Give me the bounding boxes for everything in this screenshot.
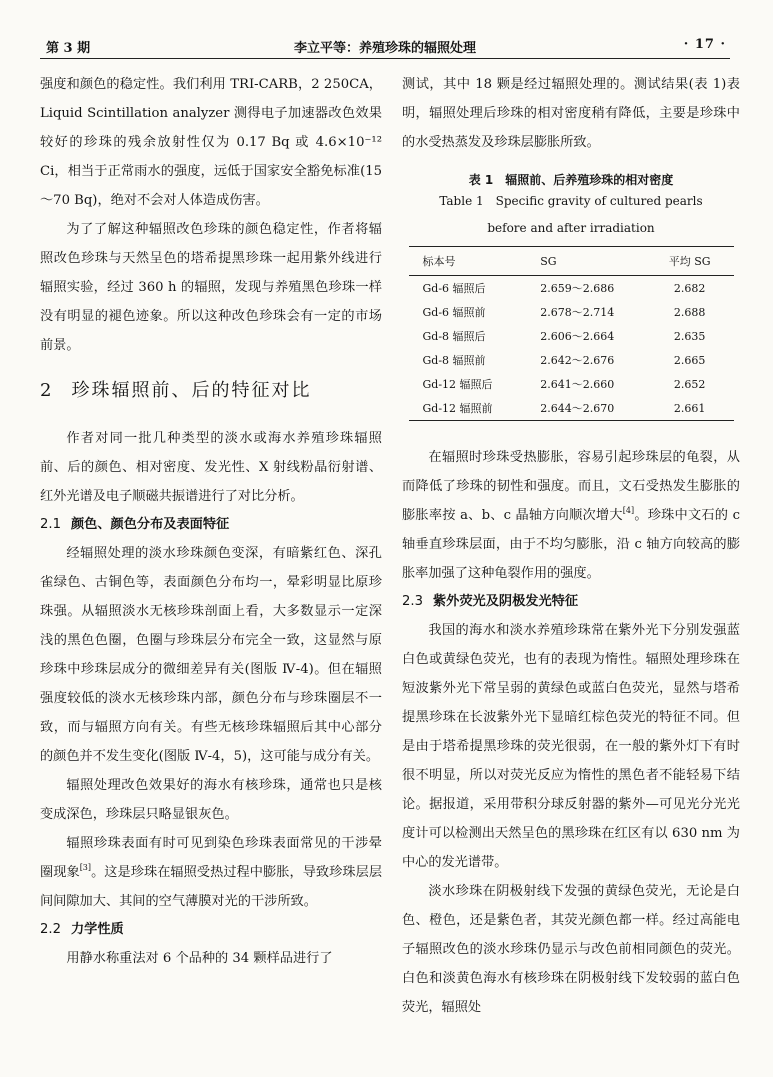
column-header: SG (522, 247, 646, 276)
paragraph: 我国的海水和淡水养殖珍珠常在紫外光下分别发强蓝白色或黄绿色荧光，也有的表现为惰性。辐照处理珍珠在短波紫外光下常呈弱的黄绿色或蓝白色荧光，显然与塔希提黑珍珠在长波紫外光下显暗红棕色荧光的特征不同。但是由于塔希提黑珍珠的荧光很弱，在一般的紫外灯下有时很不明显，所以对荧光反应为惰性的黑色者不能轻易下结论。据报道，采用带积分球反射器的紫外—可见光分光光度计可以检测出天然呈色的黑珍珠在红区有以 630 nm 为中心的发光谱带。 (402, 623, 740, 870)
paragraph: 用静水称重法对 6 个品种的 34 颗样品进行了 (66, 951, 333, 966)
table-cell: 2.606～2.664 (540, 330, 615, 343)
table-row (409, 372, 734, 396)
subsection-title: 颜色、颜色分布及表面特征 (70, 517, 230, 532)
paragraph: 测试，其中 18 颗是经过辐照处理的。测试结果(表 1)表明，辐照处理后珍珠的相对密度稍有降低，主要是珍珠中的水受热蒸发及珍珠层膨胀所致。 (402, 77, 740, 150)
paragraph: 淡水珍珠在阴极射线下发强的黄绿色荧光，无论是白色、橙色，还是紫色者，其荧光颜色都一样。经过高能电子辐照改色的淡水珍珠仍显示与改色前相同颜色的荧光。白色和淡黄色海水有核珍珠在阴极射线下发较弱的蓝白色荧光，辐照处 (402, 884, 740, 1015)
table-cell: Gd-12 辐照前 (409, 396, 523, 421)
column-header: 平均 SG (646, 247, 734, 276)
table-cell: 2.661 (646, 396, 734, 421)
table-cell: 2.659～2.686 (540, 282, 615, 295)
table-cell: 2.641～2.660 (540, 378, 615, 391)
table-cell: 2.665 (673, 353, 706, 367)
running-header (40, 32, 730, 59)
table-cell: 2.688 (673, 305, 706, 319)
running-title: 李立平等：养殖珍珠的辐照处理 (293, 41, 476, 56)
table-cell: Gd-6 辐照前 (422, 306, 486, 319)
paragraph: 为了了解这种辐照改色珍珠的颜色稳定性，作者将辐照改色珍珠与天然呈色的塔希提黑珍珠一起用紫外线进行辐照实验，经过 360 h 的辐照，发现与养殖黑色珍珠一样没有明显的褪色迹象。所以这种改色珍珠会有一定的市场前景。 (40, 222, 382, 353)
table-caption-en-line: Table 1 Specific gravity of cultured pearls (439, 194, 703, 208)
table-cell: Gd-8 辐照前 (422, 354, 486, 367)
table-cell: 2.635 (673, 329, 706, 343)
table-cell: 2.642～2.676 (540, 354, 615, 367)
table-row (409, 276, 734, 301)
table-row (409, 300, 734, 324)
right-column (402, 70, 740, 1022)
paragraph: 辐照处理改色效果好的海水有核珍珠，通常也只是核变成深色，珍珠层只略显银灰色。 (40, 778, 382, 822)
subsection-title: 紫外荧光及阴极发光特征 (432, 594, 579, 609)
subsection-number: 2.1 (40, 517, 61, 532)
table-cell: 2.644～2.670 (522, 396, 646, 421)
table-row (409, 348, 734, 372)
left-column (40, 70, 382, 973)
paragraph: 作者对同一批几种类型的淡水或海水养殖珍珠辐照前、后的颜色、相对密度、发光性、X 射线粉晶衍射谱、红外光谱及电子顺磁共振谱进行了对比分析。 (40, 431, 382, 504)
subsection-heading (402, 588, 740, 616)
section-title: 珍珠辐照前、后的特征对比 (71, 380, 312, 401)
column-header: 标本号 (409, 247, 523, 276)
paragraph: 经辐照处理的淡水珍珠颜色变深，有暗紫红色、深孔雀绿色、古铜色等，表面颜色分布均一，晕彩明显比原珍珠强。从辐照淡水无核珍珠剖面上看，大多数显示一定深浅的黑色色圈，色圈与珍珠层分布完全一致，这显然与原珍珠中珍珠层成分的微细差异有关(图版 Ⅳ-4)。但在辐照强度较低的淡水无核珍珠内部，颜色分布与珍珠圈层不一致，而与辐照方向有关。有些无核珍珠辐照后其中心部分的颜色并不发生变化(图版 Ⅳ-4，5)，这可能与成分有关。 (40, 546, 382, 764)
citation-ref: [4] (622, 506, 635, 515)
table-cell: 2.678～2.714 (540, 306, 615, 319)
paragraph (40, 829, 382, 916)
paragraph-text: 。这是珍珠在辐照受热过程中膨胀，导致珍珠层层间间隙加大、其间的空气薄膜对光的干涉所致。 (40, 865, 383, 909)
section-heading (40, 376, 382, 406)
specific-gravity-table (409, 246, 734, 421)
table-caption-cn: 表 1 辐照前、后养殖珍珠的相对密度 (468, 173, 674, 187)
table-row (409, 396, 734, 421)
table-caption-en-line: before and after irradiation (487, 221, 655, 235)
table-caption-en (402, 188, 740, 242)
table-cell: Gd-6 辐照后 (422, 282, 486, 295)
table-cell: Gd-8 辐照后 (422, 330, 486, 343)
citation-ref: [3] (79, 863, 92, 872)
subsection-heading (40, 916, 382, 944)
paragraph-text: 。珍珠中文石的 c 轴垂直珍珠层面，由于不均匀膨胀，沿 c 轴方向较高的膨胀率加强了这种龟裂作用的强度。 (402, 508, 741, 581)
paragraph-text: 辐照珍珠表面有时可见到染色珍珠表面常见的干涉晕圈现象 (40, 836, 382, 880)
table-cell: Gd-12 辐照后 (422, 378, 493, 391)
page-number: · 17 · (683, 37, 726, 52)
table-cell: 2.682 (673, 281, 706, 295)
table-cell: 2.652 (673, 377, 706, 391)
section-number: 2 (40, 380, 54, 401)
paragraph-text: 在辐照时珍珠受热膨胀，容易引起珍珠层的龟裂，从而降低了珍珠的韧性和强度。而且，文石受热发生膨胀的膨胀率按 a、b、c 晶轴方向顺次增大 (402, 450, 740, 523)
subsection-heading (40, 511, 382, 539)
paragraph (402, 443, 740, 588)
subsection-number: 2.2 (40, 922, 61, 937)
table-header-row (409, 247, 734, 276)
subsection-number: 2.3 (402, 594, 423, 609)
paragraph: 强度和颜色的稳定性。我们利用 TRI-CARB，2 250CA，Liquid Scintillation analyzer 测得电子加速器改色效果较好的珍珠的残余放射性仅为 0.17 Bq 或 4.6×10⁻¹² Ci，相当于正常雨水的强度，远低于国家安全豁免标准(15～70 Bq)，绝对不会对人体造成伤害。 (40, 77, 382, 208)
issue-number: 第 3 期 (46, 41, 91, 56)
table-row (409, 324, 734, 348)
subsection-title: 力学性质 (70, 922, 124, 937)
